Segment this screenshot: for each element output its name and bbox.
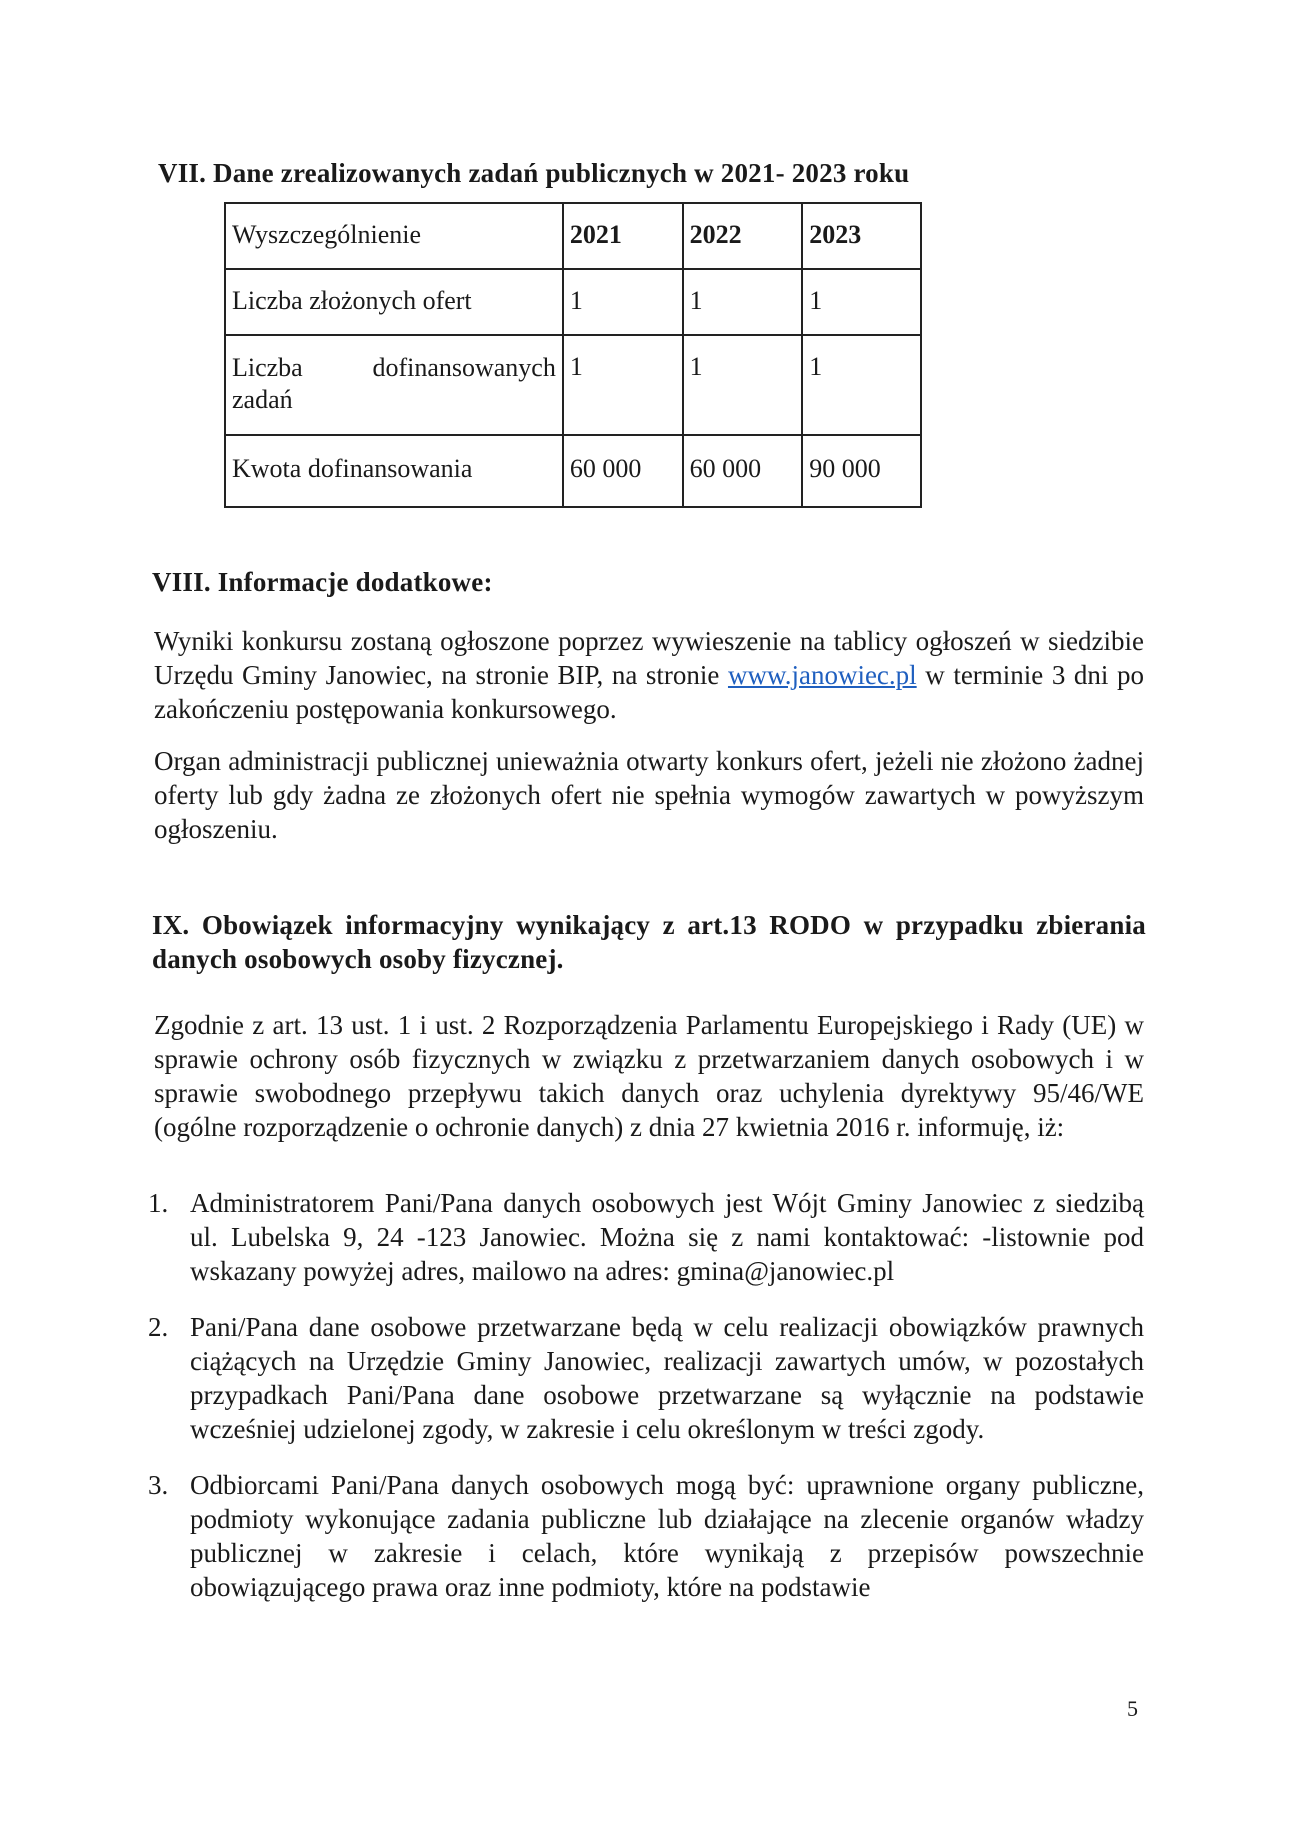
table-row-label: [225, 335, 563, 435]
gdpr-list: [148, 1186, 1144, 1626]
table-cell: 1: [683, 335, 803, 435]
list-item-number: 2.: [148, 1312, 169, 1342]
annulment-paragraph: Organ administracji publicznej unieważnia otwarty konkurs ofert, jeżeli nie złożono żadnej oferty lub gdy żadna ze złożonych ofert nie spełnia wymogów zawartych w powyższym ogłoszeniu.: [154, 746, 1144, 844]
section-7-heading: VII. Dane zrealizowanych zadań publicznych w 2021- 2023 roku: [158, 158, 910, 188]
table-cell: 1: [802, 269, 921, 335]
table-cell: 1: [563, 269, 683, 335]
list-item-number: 1.: [148, 1188, 169, 1218]
table-row-label-line: [232, 352, 556, 384]
table-cell: 90 000: [802, 435, 921, 507]
table-cell: 60 000: [683, 435, 803, 507]
list-item: [148, 1186, 1144, 1288]
list-item-text: Administratorem Pani/Pana danych osobowych jest Wójt Gminy Janowiec z siedzibą ul. Lubelska 9, 24 -123 Janowiec. Można się z nami kontaktować: -listownie pod wskazany powyżej adres, mailowo na adres: gmina@janowiec.pl: [190, 1188, 1144, 1286]
table-row: [225, 269, 921, 335]
table-row-label: Liczba złożonych ofert: [225, 269, 563, 335]
website-link[interactable]: www.janowiec.pl: [727, 660, 917, 690]
table-cell: 1: [683, 269, 803, 335]
section-9-heading: IX. Obowiązek informacyjny wynikający z art.13 RODO w przypadku zbierania danych osobowych osoby fizycznej.: [152, 910, 1146, 974]
section-8-heading: VIII. Informacje dodatkowe:: [152, 567, 493, 597]
tasks-table: [224, 202, 922, 508]
list-item-number: 3.: [148, 1470, 169, 1500]
paragraph-text: w terminie 3 dni po zakończeniu postępowania konkursowego.: [154, 660, 1144, 724]
list-item-text: Pani/Pana dane osobowe przetwarzane będą w celu realizacji obowiązków prawnych ciążących na Urzędzie Gminy Janowiec, realizacji zawartych umów, w pozostałych przypadkach Pani/Pana dane osobowe przetwarzane są wyłącznie na podstawie wcześniej udzielonej zgody, w zakresie i celu określonym w treści zgody.: [190, 1312, 1144, 1444]
page-number: 5: [1127, 1696, 1138, 1721]
gdpr-intro-paragraph: Zgodnie z art. 13 ust. 1 i ust. 2 Rozporządzenia Parlamentu Europejskiego i Rady (UE) w sprawie ochrony osób fizycznych w związku z przetwarzaniem danych osobowych i w sprawie swobodnego przepływu takich danych oraz uchylenia dyrektywy 95/46/WE (ogólne rozporządzenie o ochronie danych) z dnia 27 kwietnia 2016 r. informuję, iż:: [154, 1010, 1144, 1142]
table-header-cell: 2023: [802, 203, 921, 269]
list-item-text: Odbiorcami Pani/Pana danych osobowych mogą być: uprawnione organy publiczne, podmioty wykonujące zadania publiczne lub działające na zlecenie organów władzy publicznej w zakresie i celach, które wynikają z przepisów powszechnie obowiązującego prawa oraz inne podmioty, które na podstawie: [190, 1470, 1144, 1602]
results-paragraph: [154, 624, 1144, 726]
list-item: [148, 1468, 1144, 1604]
table-row-label-part: Liczba: [232, 353, 303, 382]
table-cell: 60 000: [563, 435, 683, 507]
paragraph-text: Wyniki konkursu zostaną ogłoszone poprzez wywieszenie na tablicy ogłoszeń w siedzibie Urzędu Gminy Janowiec, na stronie BIP, na stronie: [154, 626, 1144, 690]
table-cell: 1: [563, 335, 683, 435]
table-row: [225, 435, 921, 507]
table-header-cell: 2022: [683, 203, 803, 269]
table-header-cell: 2021: [563, 203, 683, 269]
table-header-cell: Wyszczególnienie: [225, 203, 563, 269]
list-item: [148, 1310, 1144, 1446]
table-header-row: [225, 203, 921, 269]
table-row-label-part: zadań: [232, 385, 293, 414]
table-row-label: Kwota dofinansowania: [225, 435, 563, 507]
table-row: [225, 335, 921, 435]
table-cell: 1: [802, 335, 921, 435]
table-row-label-part: dofinansowanych: [372, 353, 556, 382]
